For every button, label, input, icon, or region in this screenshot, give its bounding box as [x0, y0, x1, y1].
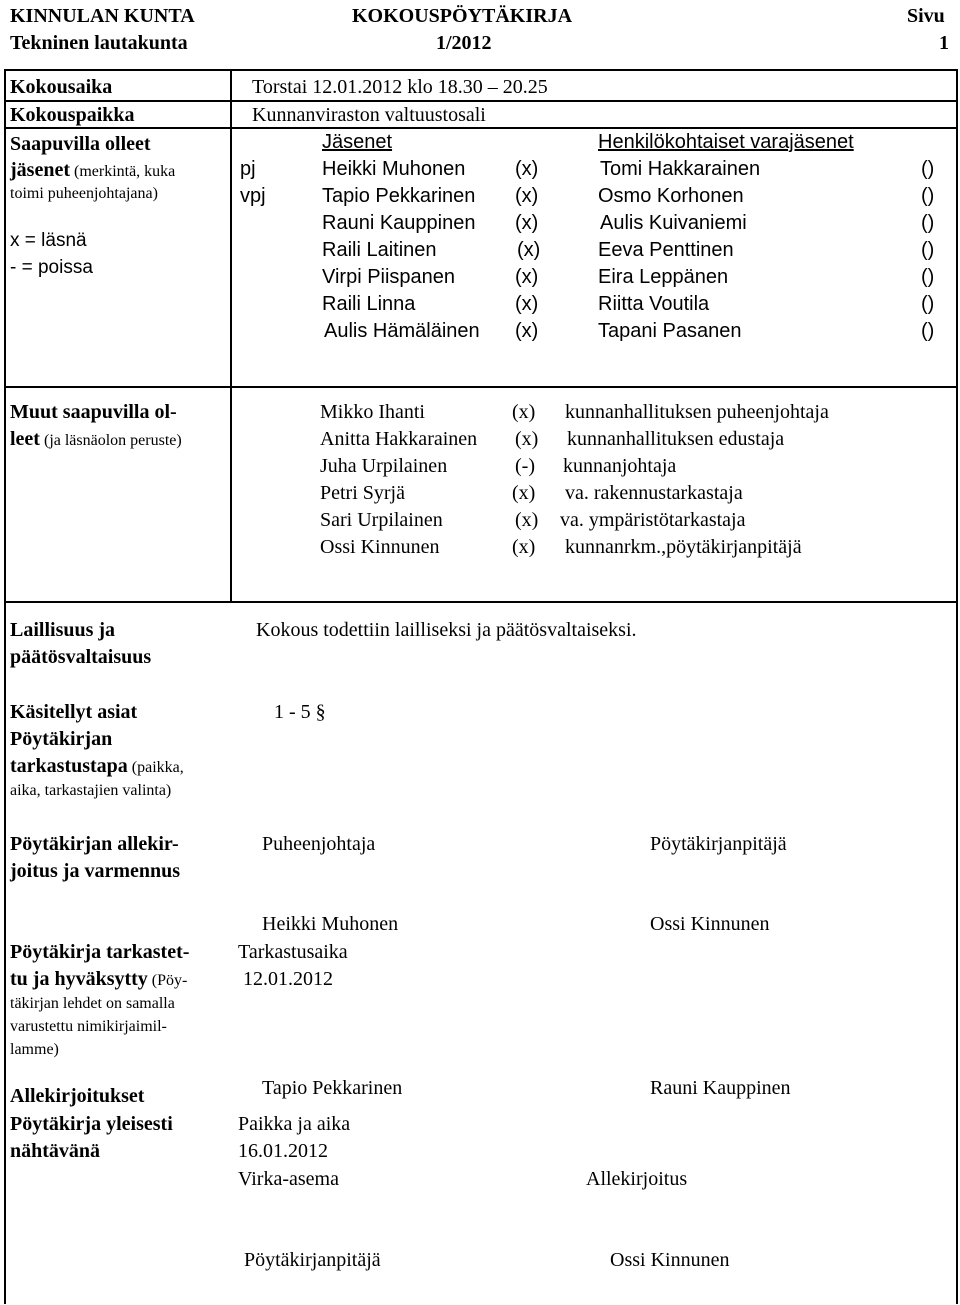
attendee-mark: (-) [515, 455, 535, 477]
others-label-bold: leet [10, 428, 40, 450]
review-method-bold: tarkastustapa [10, 755, 128, 777]
frame-left-line [4, 69, 6, 1304]
row-divider-line [4, 127, 958, 129]
legality-label-line2: päätösvaltaisuus [10, 646, 152, 668]
deputy-name: Osmo Korhonen [598, 185, 744, 207]
deputy-name: Tomi Hakkarainen [600, 158, 761, 180]
legality-label: Laillisuus ja [10, 619, 116, 641]
review-time-label: Tarkastusaika [238, 941, 348, 963]
reviewed-label-line5: lamme) [10, 1041, 59, 1058]
deputy-attendance-mark: () [921, 266, 935, 288]
row-divider-line [4, 386, 958, 388]
reviewer-signature-name: Rauni Kauppinen [650, 1077, 791, 1099]
row-divider-line [4, 100, 958, 102]
signing-label: Pöytäkirjan allekir- [10, 833, 179, 855]
member-attendance-mark: (x) [515, 158, 539, 180]
handled-items-label: Käsitellyt asiat [10, 701, 138, 723]
member-name: Rauni Kauppinen [322, 212, 476, 234]
frame-right-line [956, 69, 958, 1304]
member-attendance-mark: (x) [515, 320, 539, 342]
deputy-name: Eeva Penttinen [598, 239, 734, 261]
attendee-name: Mikko Ihanti [320, 401, 425, 423]
legality-value: Kokous todettiin lailliseksi ja päätösvaltaiseksi. [256, 619, 637, 641]
attendee-name: Juha Urpilainen [320, 455, 448, 477]
attendee-name: Ossi Kinnunen [320, 536, 440, 558]
others-label-line2 [10, 429, 182, 449]
signature-label: Allekirjoitus [586, 1168, 688, 1190]
document-number: 1/2012 [436, 32, 492, 54]
place-time-label: Paikka ja aika [238, 1113, 351, 1135]
deputy-attendance-mark: () [921, 212, 935, 234]
members-label: Saapuvilla olleet [10, 133, 151, 155]
deputy-attendance-mark: () [921, 293, 935, 315]
member-role: pj [240, 158, 256, 180]
member-attendance-mark: (x) [515, 293, 539, 315]
review-method-note: (paikka, [127, 759, 184, 776]
meeting-place-label: Kokouspaikka [10, 104, 135, 126]
handled-items-value: 1 - 5 § [274, 701, 326, 723]
members-column-header: Jäsenet [322, 131, 393, 153]
reviewer-signature-name: Tapio Pekkarinen [262, 1077, 403, 1099]
reviewed-label-note: (Pöy- [147, 972, 188, 989]
signatures-label: Allekirjoitukset [10, 1085, 145, 1107]
position-label: Virka-asema [238, 1168, 339, 1190]
attendee-mark: (x) [512, 401, 536, 423]
column-divider-line [230, 69, 232, 601]
chair-title: Puheenjohtaja [262, 833, 376, 855]
document-type: KOKOUSPÖYTÄKIRJA [352, 5, 573, 27]
attendee-name: Petri Syrjä [320, 482, 405, 504]
review-time-value: 12.01.2012 [243, 968, 333, 990]
attendee-role: kunnanhallituksen edustaja [567, 428, 785, 450]
attendee-role: va. ympäristötarkastaja [560, 509, 746, 531]
board-name: Tekninen lautakunta [10, 32, 188, 54]
review-method-label-line2 [10, 756, 184, 776]
member-name: Tapio Pekkarinen [322, 185, 476, 207]
deputy-name: Eira Leppänen [598, 266, 729, 288]
reviewed-label-bold: tu ja hyväksytty [10, 968, 148, 990]
deputy-attendance-mark: () [921, 239, 935, 261]
member-name: Virpi Piispanen [322, 266, 456, 288]
attendee-name: Sari Urpilainen [320, 509, 443, 531]
attendee-role: kunnanhallituksen puheenjohtaja [565, 401, 829, 423]
members-label-line2 [10, 160, 175, 180]
others-label: Muut saapuvilla ol- [10, 401, 177, 423]
member-name: Heikki Muhonen [322, 158, 466, 180]
deputy-name: Riitta Voutila [598, 293, 710, 315]
reviewed-label: Pöytäkirja tarkastet- [10, 941, 190, 963]
reviewed-label-line2 [10, 969, 187, 989]
member-name: Raili Laitinen [322, 239, 437, 261]
page-label: Sivu [907, 5, 945, 27]
secretary-title: Pöytäkirjanpitäjä [650, 833, 787, 855]
attendee-mark: (x) [512, 536, 536, 558]
attendee-mark: (x) [512, 482, 536, 504]
municipality-name: KINNULAN KUNTA [10, 5, 195, 27]
public-display-label: Pöytäkirja yleisesti [10, 1113, 173, 1135]
deputy-attendance-mark: () [921, 185, 935, 207]
members-label-note: (merkintä, kuka [69, 163, 176, 180]
member-name: Aulis Hämäläinen [324, 320, 480, 342]
deputy-name: Tapani Pasanen [598, 320, 742, 342]
member-attendance-mark: (x) [515, 266, 539, 288]
reviewed-label-line4: varustettu nimikirjaimil- [10, 1018, 167, 1035]
others-label-note: (ja läsnäolon peruste) [39, 432, 182, 449]
row-divider-line [4, 601, 958, 603]
chair-name: Heikki Muhonen [262, 913, 399, 935]
deputy-attendance-mark: () [921, 320, 935, 342]
member-attendance-mark: (x) [517, 239, 541, 261]
meeting-time-label: Kokousaika [10, 76, 113, 98]
attendee-role: va. rakennustarkastaja [565, 482, 743, 504]
place-time-value: 16.01.2012 [238, 1140, 328, 1162]
frame-top-line [4, 69, 958, 71]
position-value: Pöytäkirjanpitäjä [244, 1249, 381, 1271]
member-name: Raili Linna [322, 293, 416, 315]
member-attendance-mark: (x) [515, 212, 539, 234]
deputy-attendance-mark: () [921, 158, 935, 180]
legend-absent: - = poissa [10, 257, 93, 278]
page-number: 1 [939, 32, 949, 54]
deputy-name: Aulis Kuivaniemi [600, 212, 747, 234]
deputies-column-header: Henkilökohtaiset varajäsenet [598, 131, 854, 153]
reviewed-label-line3: täkirjan lehdet on samalla [10, 995, 175, 1012]
legend-present: x = läsnä [10, 230, 87, 251]
review-method-label: Pöytäkirjan [10, 728, 113, 750]
secretary-name: Ossi Kinnunen [650, 913, 770, 935]
member-attendance-mark: (x) [515, 185, 539, 207]
attendee-role: kunnanjohtaja [563, 455, 677, 477]
review-method-label-line3: aika, tarkastajien valinta) [10, 782, 172, 799]
member-role: vpj [240, 185, 266, 207]
members-label-line3: toimi puheenjohtajana) [10, 185, 158, 202]
meeting-place-value: Kunnanviraston valtuustosali [252, 104, 486, 126]
attendee-mark: (x) [515, 428, 539, 450]
public-display-label-line2: nähtävänä [10, 1140, 101, 1162]
members-label-bold: jäsenet [10, 159, 70, 181]
attendee-mark: (x) [515, 509, 539, 531]
signing-label-line2: joitus ja varmennus [10, 860, 181, 882]
meeting-time-value: Torstai 12.01.2012 klo 18.30 – 20.25 [252, 76, 548, 98]
signature-value: Ossi Kinnunen [610, 1249, 730, 1271]
attendee-role: kunnanrkm.,pöytäkirjanpitäjä [565, 536, 802, 558]
attendee-name: Anitta Hakkarainen [320, 428, 478, 450]
